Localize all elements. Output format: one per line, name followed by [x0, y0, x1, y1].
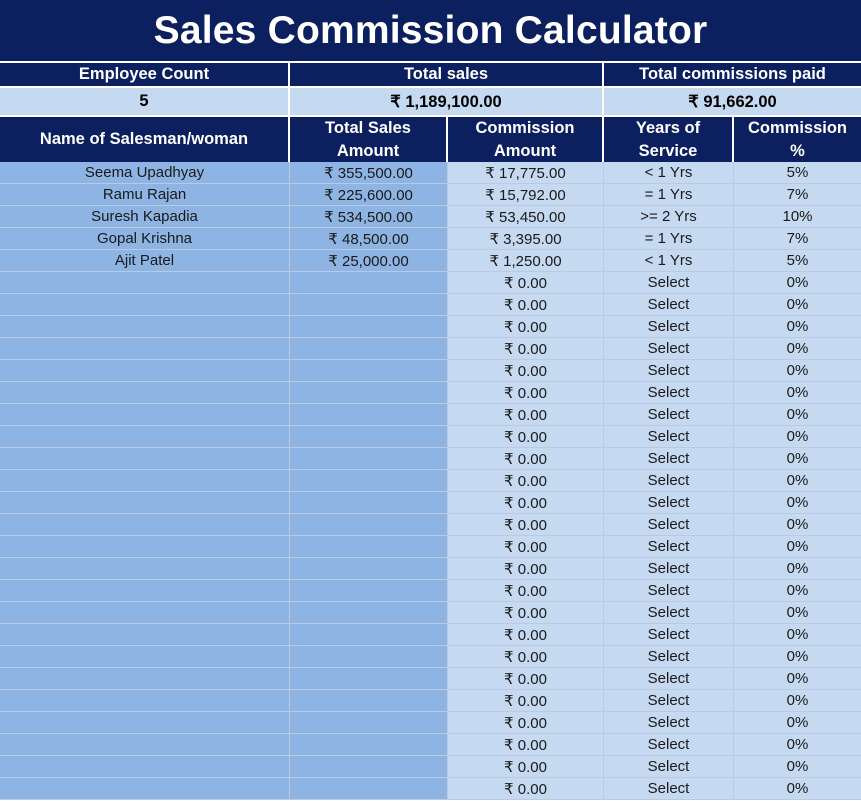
table-row — [0, 624, 861, 646]
salesperson-name-cell[interactable] — [0, 734, 290, 756]
commission-amount-cell[interactable]: ₹ 0.00 — [448, 470, 604, 492]
years-of-service-cell[interactable]: Select — [604, 778, 734, 800]
total-sales-cell[interactable] — [290, 404, 448, 426]
employee-count-header: Employee Count — [0, 61, 290, 86]
years-of-service-cell[interactable]: Select — [604, 470, 734, 492]
total-sales-cell[interactable]: ₹ 225,600.00 — [290, 184, 448, 206]
salesperson-name-cell[interactable]: Ramu Rajan — [0, 184, 290, 206]
commission-percent-cell[interactable]: 0% — [734, 514, 861, 536]
commission-percent-cell[interactable]: 0% — [734, 294, 861, 316]
years-of-service-cell[interactable]: Select — [604, 712, 734, 734]
salesperson-name-cell[interactable]: Gopal Krishna — [0, 228, 290, 250]
years-of-service-cell[interactable]: Select — [604, 624, 734, 646]
commission-amount-cell[interactable]: ₹ 0.00 — [448, 756, 604, 778]
years-of-service-cell[interactable]: Select — [604, 294, 734, 316]
commission-amount-column-label: Commission Amount — [475, 118, 575, 160]
table-row — [0, 756, 861, 778]
table-row — [0, 448, 861, 470]
table-row — [0, 338, 861, 360]
total-sales-cell[interactable] — [290, 426, 448, 448]
years-of-service-cell[interactable]: = 1 Yrs — [604, 228, 734, 250]
salesperson-name-cell[interactable]: Suresh Kapadia — [0, 206, 290, 228]
total-sales-cell[interactable] — [290, 602, 448, 624]
commission-amount-cell[interactable]: ₹ 3,395.00 — [448, 228, 604, 250]
sheet-title: Sales Commission Calculator — [0, 0, 861, 61]
table-row — [0, 734, 861, 756]
total-sales-cell[interactable] — [290, 668, 448, 690]
commission-percent-cell[interactable]: 0% — [734, 558, 861, 580]
total-sales-cell[interactable] — [290, 756, 448, 778]
commission-percent-cell[interactable]: 0% — [734, 338, 861, 360]
commission-amount-cell[interactable]: ₹ 0.00 — [448, 778, 604, 800]
years-of-service-cell[interactable]: Select — [604, 668, 734, 690]
years-of-service-cell[interactable]: Select — [604, 272, 734, 294]
table-row — [0, 514, 861, 536]
salesperson-name-cell[interactable]: Ajit Patel — [0, 250, 290, 272]
salesperson-name-cell[interactable] — [0, 756, 290, 778]
table-row — [0, 646, 861, 668]
total-sales-cell[interactable] — [290, 778, 448, 800]
total-commissions-value[interactable]: ₹ 91,662.00 — [604, 86, 861, 115]
years-of-service-cell[interactable]: Select — [604, 756, 734, 778]
table-row — [0, 536, 861, 558]
commission-amount-cell[interactable]: ₹ 0.00 — [448, 492, 604, 514]
table-row — [0, 360, 861, 382]
table-row — [0, 712, 861, 734]
table-row — [0, 316, 861, 338]
salesperson-name-cell[interactable] — [0, 316, 290, 338]
commission-percent-cell[interactable]: 0% — [734, 602, 861, 624]
commission-percent-cell[interactable]: 0% — [734, 448, 861, 470]
years-of-service-cell[interactable]: Select — [604, 602, 734, 624]
years-of-service-cell[interactable]: Select — [604, 360, 734, 382]
salesperson-name-cell[interactable] — [0, 470, 290, 492]
years-of-service-cell[interactable]: Select — [604, 558, 734, 580]
commission-percent-cell[interactable]: 0% — [734, 668, 861, 690]
table-row — [0, 228, 861, 250]
salesperson-name-cell[interactable] — [0, 426, 290, 448]
sales-column-header[interactable] — [290, 115, 448, 162]
salesperson-name-cell[interactable] — [0, 690, 290, 712]
total-sales-cell[interactable] — [290, 558, 448, 580]
table-row — [0, 470, 861, 492]
commission-amount-cell[interactable]: ₹ 0.00 — [448, 690, 604, 712]
total-sales-cell[interactable] — [290, 470, 448, 492]
years-of-service-cell[interactable]: Select — [604, 382, 734, 404]
salesperson-name-cell[interactable] — [0, 514, 290, 536]
total-sales-cell[interactable]: ₹ 48,500.00 — [290, 228, 448, 250]
commission-amount-cell[interactable]: ₹ 0.00 — [448, 448, 604, 470]
commission-amount-cell[interactable]: ₹ 15,792.00 — [448, 184, 604, 206]
commission-amount-cell[interactable]: ₹ 0.00 — [448, 294, 604, 316]
commission-amount-cell[interactable]: ₹ 0.00 — [448, 624, 604, 646]
salesperson-name-cell[interactable] — [0, 602, 290, 624]
total-sales-cell[interactable] — [290, 734, 448, 756]
total-sales-cell[interactable] — [290, 272, 448, 294]
salesperson-name-cell[interactable] — [0, 536, 290, 558]
total-sales-cell[interactable] — [290, 448, 448, 470]
commission-amount-cell[interactable]: ₹ 0.00 — [448, 360, 604, 382]
total-sales-cell[interactable] — [290, 712, 448, 734]
commission-percent-cell[interactable]: 7% — [734, 228, 861, 250]
table-row — [0, 272, 861, 294]
commission-percent-cell[interactable]: 0% — [734, 426, 861, 448]
total-commissions-header: Total commissions paid — [604, 61, 861, 86]
commission-percent-cell[interactable]: 0% — [734, 316, 861, 338]
salesperson-name-cell[interactable] — [0, 558, 290, 580]
table-row — [0, 580, 861, 602]
commission-amount-cell[interactable]: ₹ 0.00 — [448, 426, 604, 448]
commission-percent-cell[interactable]: 0% — [734, 734, 861, 756]
name-column-label: Name of Salesman/woman — [39, 130, 249, 148]
table-row — [0, 668, 861, 690]
years-column-label: Years of Service — [635, 118, 701, 160]
years-of-service-cell[interactable]: Select — [604, 536, 734, 558]
years-of-service-cell[interactable]: Select — [604, 448, 734, 470]
commission-percent-cell[interactable]: 0% — [734, 404, 861, 426]
total-sales-cell[interactable] — [290, 514, 448, 536]
years-of-service-cell[interactable]: < 1 Yrs — [604, 250, 734, 272]
years-of-service-cell[interactable]: Select — [604, 646, 734, 668]
total-sales-cell[interactable] — [290, 624, 448, 646]
total-sales-cell[interactable]: ₹ 25,000.00 — [290, 250, 448, 272]
years-of-service-cell[interactable]: >= 2 Yrs — [604, 206, 734, 228]
salesperson-name-cell[interactable] — [0, 338, 290, 360]
commission-percent-cell[interactable]: 7% — [734, 184, 861, 206]
total-sales-cell[interactable] — [290, 646, 448, 668]
salesperson-name-cell[interactable] — [0, 778, 290, 800]
years-of-service-cell[interactable]: Select — [604, 404, 734, 426]
table-row — [0, 294, 861, 316]
commission-amount-cell[interactable]: ₹ 17,775.00 — [448, 162, 604, 184]
commission-percent-cell[interactable]: 5% — [734, 250, 861, 272]
salesperson-name-cell[interactable] — [0, 294, 290, 316]
commission-percent-cell[interactable]: 0% — [734, 690, 861, 712]
total-sales-cell[interactable] — [290, 492, 448, 514]
table-row — [0, 250, 861, 272]
total-sales-value[interactable]: ₹ 1,189,100.00 — [290, 86, 604, 115]
table-row — [0, 492, 861, 514]
total-sales-cell[interactable]: ₹ 534,500.00 — [290, 206, 448, 228]
table-row — [0, 404, 861, 426]
commission-percent-cell[interactable]: 0% — [734, 756, 861, 778]
commission-percent-cell[interactable]: 0% — [734, 360, 861, 382]
commission-amount-cell[interactable]: ₹ 0.00 — [448, 536, 604, 558]
table-row — [0, 602, 861, 624]
total-sales-cell[interactable]: ₹ 355,500.00 — [290, 162, 448, 184]
commission-amount-cell[interactable]: ₹ 1,250.00 — [448, 250, 604, 272]
salesperson-name-cell[interactable]: Seema Upadhyay — [0, 162, 290, 184]
commission-amount-cell[interactable]: ₹ 0.00 — [448, 338, 604, 360]
commission-percent-cell[interactable]: 0% — [734, 778, 861, 800]
total-sales-cell[interactable] — [290, 338, 448, 360]
total-sales-cell[interactable] — [290, 316, 448, 338]
years-of-service-cell[interactable]: Select — [604, 580, 734, 602]
commission-amount-cell[interactable]: ₹ 0.00 — [448, 602, 604, 624]
years-of-service-cell[interactable]: Select — [604, 514, 734, 536]
years-of-service-cell[interactable]: < 1 Yrs — [604, 162, 734, 184]
commission-amount-cell[interactable]: ₹ 0.00 — [448, 580, 604, 602]
years-of-service-cell[interactable]: Select — [604, 492, 734, 514]
table-body — [0, 162, 861, 800]
salesperson-name-cell[interactable] — [0, 580, 290, 602]
salesperson-name-cell[interactable] — [0, 492, 290, 514]
commission-amount-cell[interactable]: ₹ 0.00 — [448, 316, 604, 338]
salesperson-name-cell[interactable] — [0, 272, 290, 294]
total-sales-cell[interactable] — [290, 294, 448, 316]
commission-amount-column-header[interactable] — [448, 115, 604, 162]
column-header-row — [0, 115, 861, 162]
salesperson-name-cell[interactable] — [0, 624, 290, 646]
table-row — [0, 778, 861, 800]
commission-amount-cell[interactable]: ₹ 0.00 — [448, 404, 604, 426]
table-row — [0, 162, 861, 184]
summary-value-row — [0, 86, 861, 115]
commission-amount-cell[interactable]: ₹ 0.00 — [448, 646, 604, 668]
total-sales-cell[interactable] — [290, 382, 448, 404]
commission-amount-cell[interactable]: ₹ 0.00 — [448, 558, 604, 580]
table-row — [0, 382, 861, 404]
name-column-header[interactable] — [0, 115, 290, 162]
commission-amount-cell[interactable]: ₹ 53,450.00 — [448, 206, 604, 228]
total-sales-cell[interactable] — [290, 360, 448, 382]
salesperson-name-cell[interactable] — [0, 646, 290, 668]
salesperson-name-cell[interactable] — [0, 668, 290, 690]
salesperson-name-cell[interactable] — [0, 360, 290, 382]
total-sales-cell[interactable] — [290, 580, 448, 602]
table-row — [0, 690, 861, 712]
commission-amount-cell[interactable]: ₹ 0.00 — [448, 382, 604, 404]
years-of-service-cell[interactable]: Select — [604, 316, 734, 338]
total-sales-cell[interactable] — [290, 536, 448, 558]
total-sales-cell[interactable] — [290, 690, 448, 712]
commission-percent-cell[interactable]: 0% — [734, 382, 861, 404]
table-row — [0, 426, 861, 448]
commission-percent-cell[interactable]: 10% — [734, 206, 861, 228]
salesperson-name-cell[interactable] — [0, 448, 290, 470]
commission-percent-cell[interactable]: 0% — [734, 470, 861, 492]
table-row — [0, 206, 861, 228]
salesperson-name-cell[interactable] — [0, 712, 290, 734]
total-sales-header: Total sales — [290, 61, 604, 86]
salesperson-name-cell[interactable] — [0, 404, 290, 426]
commission-amount-cell[interactable]: ₹ 0.00 — [448, 272, 604, 294]
commission-percent-cell[interactable]: 0% — [734, 646, 861, 668]
commission-percent-cell[interactable]: 0% — [734, 712, 861, 734]
years-of-service-cell[interactable]: Select — [604, 690, 734, 712]
commission-percent-cell[interactable]: 0% — [734, 492, 861, 514]
salesperson-name-cell[interactable] — [0, 382, 290, 404]
summary-header-row — [0, 61, 861, 86]
years-of-service-cell[interactable]: Select — [604, 426, 734, 448]
sales-column-label: Total Sales Amount — [325, 118, 411, 160]
commission-amount-cell[interactable]: ₹ 0.00 — [448, 712, 604, 734]
commission-percent-cell[interactable]: 0% — [734, 624, 861, 646]
years-of-service-cell[interactable]: Select — [604, 734, 734, 756]
commission-percent-cell[interactable]: 5% — [734, 162, 861, 184]
years-of-service-cell[interactable]: = 1 Yrs — [604, 184, 734, 206]
commission-percent-column-header[interactable] — [734, 115, 861, 162]
commission-percent-cell[interactable]: 0% — [734, 580, 861, 602]
commission-percent-cell[interactable]: 0% — [734, 536, 861, 558]
commission-amount-cell[interactable]: ₹ 0.00 — [448, 668, 604, 690]
years-of-service-column-header[interactable] — [604, 115, 734, 162]
commission-amount-cell[interactable]: ₹ 0.00 — [448, 514, 604, 536]
employee-count-value[interactable]: 5 — [0, 86, 290, 115]
years-of-service-cell[interactable]: Select — [604, 338, 734, 360]
commission-percent-cell[interactable]: 0% — [734, 272, 861, 294]
percent-column-label: Commission % — [747, 118, 848, 160]
table-row — [0, 184, 861, 206]
commission-amount-cell[interactable]: ₹ 0.00 — [448, 734, 604, 756]
table-row — [0, 558, 861, 580]
